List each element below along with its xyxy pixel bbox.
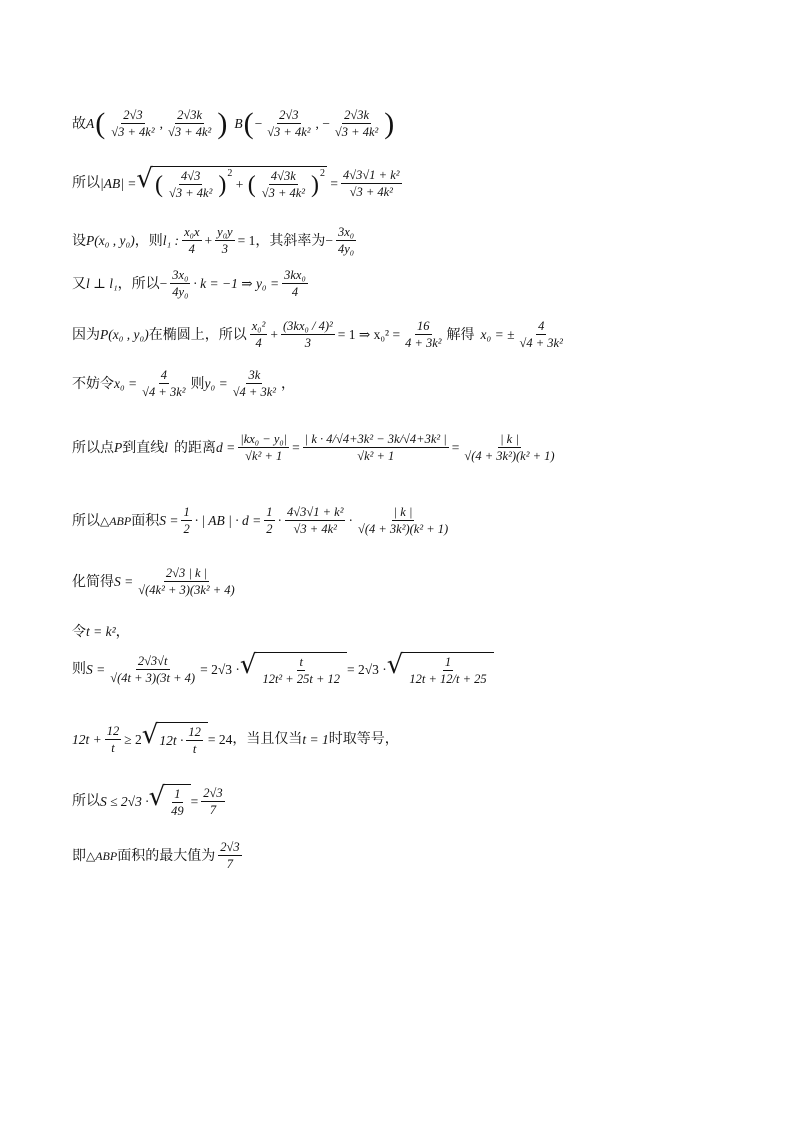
fraction: $\frac{2√3√t}{√(4t + 3)(3t + 4)}$ [110, 653, 196, 685]
line-2: 所以 |AB| = √ ( $\frac{4√3}{\text{√3 + 4k²}}$ ) 2 + ( $\frac{4√3k}{\text{√3 + 4k²}}$ ) 2 = $\frac{\text{4√3√1 + k²}}{\text{√3 + 4k²}}$ [72, 164, 400, 201]
line-14: 即 △ABP 面积的最大值为 $\frac{2√3}{7}$ [72, 840, 240, 872]
fraction: $\frac{\text{y₀y}}{3}$ [217, 225, 233, 257]
line-10: 令 t = k² ， [72, 624, 130, 640]
fraction: $\frac{\text{3kx₀}}{4}$ [284, 268, 306, 300]
fraction: $\frac{2√3}{7}$ [203, 785, 223, 817]
line-12: 12t + $\frac{12}{t}$ ≥ 2 √ 12t · $\frac{12}{t}$ = 24 ，当且仅当 t = 1 时取等号， [72, 720, 399, 757]
fraction: $\frac{4}{\text{√4 + 3k²}}$ [519, 319, 563, 351]
point-a-label: A [86, 116, 95, 132]
paren-open: ( [243, 106, 254, 140]
line-l1: l₁ : [162, 233, 180, 249]
fraction: $\frac{\text{4√3√1 + k²}}{\text{√3 + 4k²}}$ [343, 167, 400, 199]
line-11: 则 S = $\frac{2√3√t}{√(4t + 3)(3t + 4)}$ = 2√3 · √ $\frac{t}{\text{12t² + 25t + 12}}$ = 2√3 · √ $\frac{1}{12t + 12/t + 25}$ [72, 652, 494, 687]
line-8: 所以 △ABP 面积 S = $\frac{1}{2}$ · | AB | · d = $\frac{1}{2}$ · $\frac{\text{4√3√1 + k²}}{\text{√3 + 4k²}}$ · $\frac{| k |}{\text{√(4 + 3k²)(k² + 1)}}$ [72, 505, 449, 537]
fraction: $\frac{1}{2}$ [266, 505, 273, 537]
fraction: $\frac{1}{2}$ [183, 505, 190, 537]
fraction: $\frac{4√3}{\text{√3 + 4k²}}$ [168, 169, 213, 201]
ab-length: |AB| = [100, 175, 137, 191]
fraction: $\frac{12}{t}$ [188, 725, 201, 757]
fraction: $\frac{\text{x₀²}}{4}$ [251, 319, 266, 351]
point-b-label: B [234, 116, 243, 132]
fraction: $\frac{4}{\text{√4 + 3k²}}$ [142, 368, 186, 400]
fraction: $\frac{\text{3x₀}}{\text{4y₀}}$ [337, 225, 355, 257]
fraction: $\frac{\text{(3kx₀ / 4)²}}{3}$ [283, 319, 333, 351]
fraction: $\frac{\text{4√3√1 + k²}}{\text{√3 + 4k²}}$ [287, 505, 344, 537]
radical: √ $\frac{1}{12t + 12/t + 25}$ [387, 652, 494, 687]
line-4: 又 l ⊥ l₁ ，所以 − $\frac{\text{3x₀}}{\text{4y₀}}$ · k = −1 ⇒ y₀ = $\frac{\text{3kx₀}}{4}$ [72, 268, 306, 300]
line-3: 设 P(x₀ , y₀) ，则 l₁ : $\frac{\text{x₀x}}{4}$ + $\frac{\text{y₀y}}{3}$ = 1 ，其斜率为 − $\frac{\text{3x₀}}{\text{4y₀}}$ [72, 225, 355, 257]
line-6: 不妨令 x₀ = $\frac{4}{\text{√4 + 3k²}}$ 则 y₀ = $\frac{3k}{\text{√4 + 3k²}}$ ， [72, 368, 296, 400]
fraction: $\frac{16}{\text{4 + 3k²}}$ [405, 319, 442, 351]
radical: √ 12t · $\frac{12}{t}$ [142, 722, 208, 757]
line-1: 故 A ( $\frac{2√3}{\text{√3 + 4k²}}$ , $\frac{2√3k}{\text{√3 + 4k²}}$ ) B ( − $\frac{2√3}{\text{√3 + 4k²}}$ , − $\frac{2√3k}{\text{√3 + 4k²}}$ ) [72, 106, 395, 140]
point-p: P(x₀ , y₀) [86, 233, 135, 249]
paren-close: ) [384, 106, 395, 140]
text-gu: 故 [72, 115, 86, 132]
fraction: $\frac{1}{49}$ [171, 787, 184, 819]
radical: √ ( $\frac{4√3}{\text{√3 + 4k²}}$ ) 2 + ( $\frac{4√3k}{\text{√3 + 4k²}}$ ) 2 [136, 164, 326, 201]
fraction: $\frac{4√3k}{\text{√3 + 4k²}}$ [261, 169, 306, 201]
fraction: $\frac{2√3}{\text{√3 + 4k²}}$ [267, 108, 311, 140]
fraction: $\frac{t}{\text{12t² + 25t + 12}}$ [262, 655, 341, 687]
line-5: 因为 P(x₀ , y₀) 在椭圆上，所以 $\frac{\text{x₀²}}{4}$ + $\frac{\text{(3kx₀ / 4)²}}{3}$ = 1 ⇒ x₀² = $\frac{16}{\text{4 + 3k²}}$ 解得 x₀ = ± $\frac{4}{\text{√4 + 3k²}}$ [72, 319, 563, 351]
fraction: $\frac{2√3 | k |}{\text{√(4k² + 3)(3k² + 4)}}$ [138, 566, 235, 598]
fraction: $\frac{3k}{\text{√4 + 3k²}}$ [232, 368, 277, 400]
fraction: $\frac{\text{x₀x}}{4}$ [184, 225, 200, 257]
line-7: 所以点 P 到直线 l 的距离 d = $\frac{\text{|kx₀ − y₀|}}{\text{√k² + 1}}$ = $\frac{\text{| k · 4/√4+3k² − 3k/√4+3k² |}}{\text{√k² + 1}}$ = $\frac{| k |}{\text{√(4 + 3k²)(k² + 1)}}$ [72, 432, 555, 464]
fraction: $\frac{\text{3x₀}}{\text{4y₀}}$ [172, 268, 189, 300]
fraction: $\frac{| k |}{\text{√(4 + 3k²)(k² + 1)}}$ [464, 432, 555, 464]
line-9: 化简得 S = $\frac{2√3 | k |}{\text{√(4k² + 3)(3k² + 4)}}$ [72, 566, 235, 598]
fraction: $\frac{2√3}{7}$ [220, 840, 240, 872]
radical: √ $\frac{1}{49}$ [149, 784, 191, 819]
fraction: $\frac{\text{| k · 4/√4+3k² − 3k/√4+3k² |}}{\text{√k² + 1}}$ [304, 432, 447, 464]
fraction: $\frac{2√3k}{\text{√3 + 4k²}}$ [334, 108, 379, 140]
paren-close: ) [217, 106, 228, 140]
fraction: $\frac{2√3k}{\text{√3 + 4k²}}$ [167, 108, 212, 140]
fraction: $\frac{\text{|kx₀ − y₀|}}{\text{√k² + 1}}$ [240, 432, 288, 464]
fraction: $\frac{| k |}{\text{√(4 + 3k²)(k² + 1)}}$ [357, 505, 449, 537]
fraction: $\frac{12}{t}$ [106, 723, 120, 755]
paren-open: ( [95, 106, 106, 140]
radical: √ $\frac{t}{\text{12t² + 25t + 12}}$ [240, 652, 347, 687]
fraction: $\frac{2√3}{\text{√3 + 4k²}}$ [111, 108, 155, 140]
line-13: 所以 S ≤ 2√3 · √ $\frac{1}{49}$ = $\frac{2√3}{7}$ [72, 782, 223, 819]
fraction: $\frac{1}{12t + 12/t + 25}$ [409, 655, 487, 687]
